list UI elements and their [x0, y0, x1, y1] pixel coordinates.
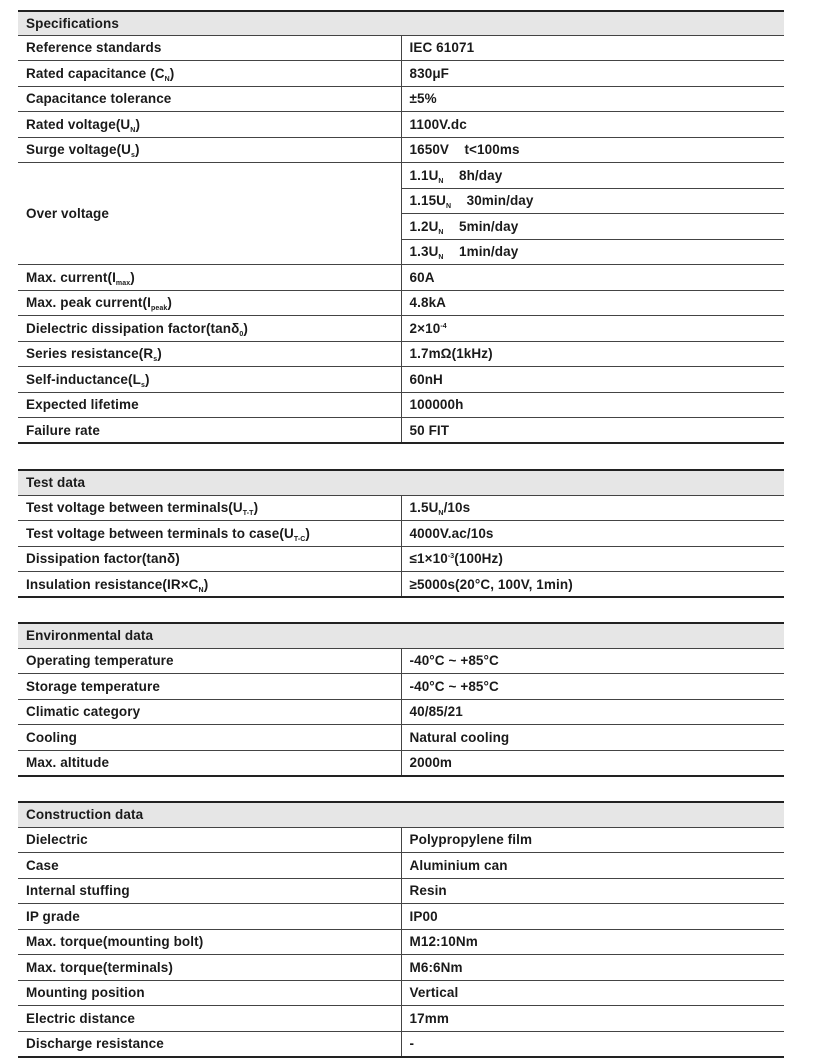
- construction-data-section: [18, 801, 784, 1058]
- row-value: $1.2U_N$ 5min/day: [401, 214, 784, 240]
- table-row: [18, 341, 784, 367]
- row-value: M12:10Nm: [401, 929, 784, 955]
- row-label: Series $resistance(R_s)$: [18, 341, 401, 367]
- table-row: [18, 648, 784, 674]
- row-value: 2000m: [401, 750, 784, 776]
- table-row: [18, 878, 784, 904]
- section-header-row: [18, 802, 784, 827]
- row-value: 4.8kA: [401, 290, 784, 316]
- row-label: Dielectric dissipation factor(tanδ$_0$): [18, 316, 401, 342]
- row-value: $1.1U_N$ 8h/day: [401, 163, 784, 189]
- row-value: Vertical: [401, 980, 784, 1006]
- row-label: Discharge resistance: [18, 1031, 401, 1057]
- row-value: Aluminium can: [401, 853, 784, 879]
- row-label: Expected lifetime: [18, 392, 401, 418]
- section-header-row: [18, 470, 784, 495]
- section-title: Construction data: [18, 802, 784, 827]
- row-value: $1.5U_N/10s$: [401, 495, 784, 521]
- row-label: IP grade: [18, 904, 401, 930]
- row-label: Rated capacitance $(C_N)$: [18, 61, 401, 87]
- row-value: Resin: [401, 878, 784, 904]
- table-row: [18, 904, 784, 930]
- row-label: Max. peak $current(I_{peak})$: [18, 290, 401, 316]
- row-value: IP00: [401, 904, 784, 930]
- row-label: Max. torque(terminals): [18, 955, 401, 981]
- row-label: Internal stuffing: [18, 878, 401, 904]
- row-label: Rated $voltage(U_N)$: [18, 112, 401, 138]
- row-value: 100000h: [401, 392, 784, 418]
- row-label: Storage temperature: [18, 674, 401, 700]
- row-label: Max. torque(mounting bolt): [18, 929, 401, 955]
- row-label: Reference standards: [18, 35, 401, 61]
- row-value: 60A: [401, 265, 784, 291]
- section-title: Specifications: [18, 11, 784, 35]
- construction-data-table: [18, 801, 784, 1058]
- environmental-data-table: [18, 622, 784, 777]
- row-value: $2\times 10^{-4}$: [401, 316, 784, 342]
- row-label: Capacitance tolerance: [18, 86, 401, 112]
- row-label: Case: [18, 853, 401, 879]
- table-row: [18, 521, 784, 547]
- table-row: [18, 725, 784, 751]
- row-value: Natural cooling: [401, 725, 784, 751]
- row-value: 1.7mΩ(1kHz): [401, 341, 784, 367]
- row-value: $1.15U_N$ 30min/day: [401, 188, 784, 214]
- row-value: 830μF: [401, 61, 784, 87]
- table-row: [18, 980, 784, 1006]
- test-data-section: [18, 469, 784, 598]
- table-row: [18, 929, 784, 955]
- table-row: [18, 674, 784, 700]
- table-row: [18, 699, 784, 725]
- row-label: Electric distance: [18, 1006, 401, 1032]
- section-title: Test data: [18, 470, 784, 495]
- table-row: [18, 290, 784, 316]
- table-row: [18, 265, 784, 291]
- row-label: Insulation $resistance(IR\times C_N)$: [18, 572, 401, 598]
- specifications-section: [18, 10, 784, 444]
- row-value: Polypropylene film: [401, 827, 784, 853]
- table-row: [18, 750, 784, 776]
- row-value: -40°C ~ +85°C: [401, 648, 784, 674]
- table-row: [18, 35, 784, 61]
- table-row: [18, 367, 784, 393]
- row-label: Failure rate: [18, 418, 401, 444]
- row-value: -: [401, 1031, 784, 1057]
- row-label: Dielectric: [18, 827, 401, 853]
- row-label: Surge $voltage(U_s)$: [18, 137, 401, 163]
- table-row: [18, 1006, 784, 1032]
- row-label: Max. altitude: [18, 750, 401, 776]
- environmental-data-section: [18, 622, 784, 777]
- row-value: ≥5000s(20°C, 100V, 1min): [401, 572, 784, 598]
- table-row: [18, 572, 784, 598]
- table-row: [18, 546, 784, 572]
- row-label: Test voltage between $terminals(U_{T-T})$: [18, 495, 401, 521]
- table-row: [18, 827, 784, 853]
- table-row: [18, 955, 784, 981]
- specifications-table: [18, 10, 784, 444]
- table-row: [18, 61, 784, 87]
- row-label: Self-$inductance(L_s)$: [18, 367, 401, 393]
- table-row: [18, 137, 784, 163]
- section-title: Environmental data: [18, 623, 784, 648]
- row-value: 50 FIT: [401, 418, 784, 444]
- table-row: [18, 1031, 784, 1057]
- row-value: 40/85/21: [401, 699, 784, 725]
- test-data-table: [18, 469, 784, 598]
- row-label: Over voltage: [18, 163, 401, 265]
- table-row: [18, 86, 784, 112]
- row-value: $1.3U_N$ 1min/day: [401, 239, 784, 265]
- row-label: Cooling: [18, 725, 401, 751]
- table-row: [18, 112, 784, 138]
- table-row: [18, 495, 784, 521]
- row-value: 60nH: [401, 367, 784, 393]
- row-value: $\le 1\times 10^{-3}(100Hz)$: [401, 546, 784, 572]
- row-value: IEC 61071: [401, 35, 784, 61]
- row-label: Test voltage between terminals to $case(U_{T-C})$: [18, 521, 401, 547]
- row-value: 1100V.dc: [401, 112, 784, 138]
- row-value: 4000V.ac/10s: [401, 521, 784, 547]
- table-row: [18, 418, 784, 444]
- row-label: Mounting position: [18, 980, 401, 1006]
- row-value: ±5%: [401, 86, 784, 112]
- table-row: [18, 392, 784, 418]
- row-label: Dissipation factor(tanδ): [18, 546, 401, 572]
- row-label: Operating temperature: [18, 648, 401, 674]
- table-row: [18, 163, 784, 189]
- row-label: Max. $current(I_{max})$: [18, 265, 401, 291]
- row-value: 17mm: [401, 1006, 784, 1032]
- section-header-row: [18, 623, 784, 648]
- table-row: [18, 316, 784, 342]
- section-header-row: [18, 11, 784, 35]
- row-value: -40°C ~ +85°C: [401, 674, 784, 700]
- table-row: [18, 853, 784, 879]
- row-value: M6:6Nm: [401, 955, 784, 981]
- row-value: 1650V t<100ms: [401, 137, 784, 163]
- row-label: Climatic category: [18, 699, 401, 725]
